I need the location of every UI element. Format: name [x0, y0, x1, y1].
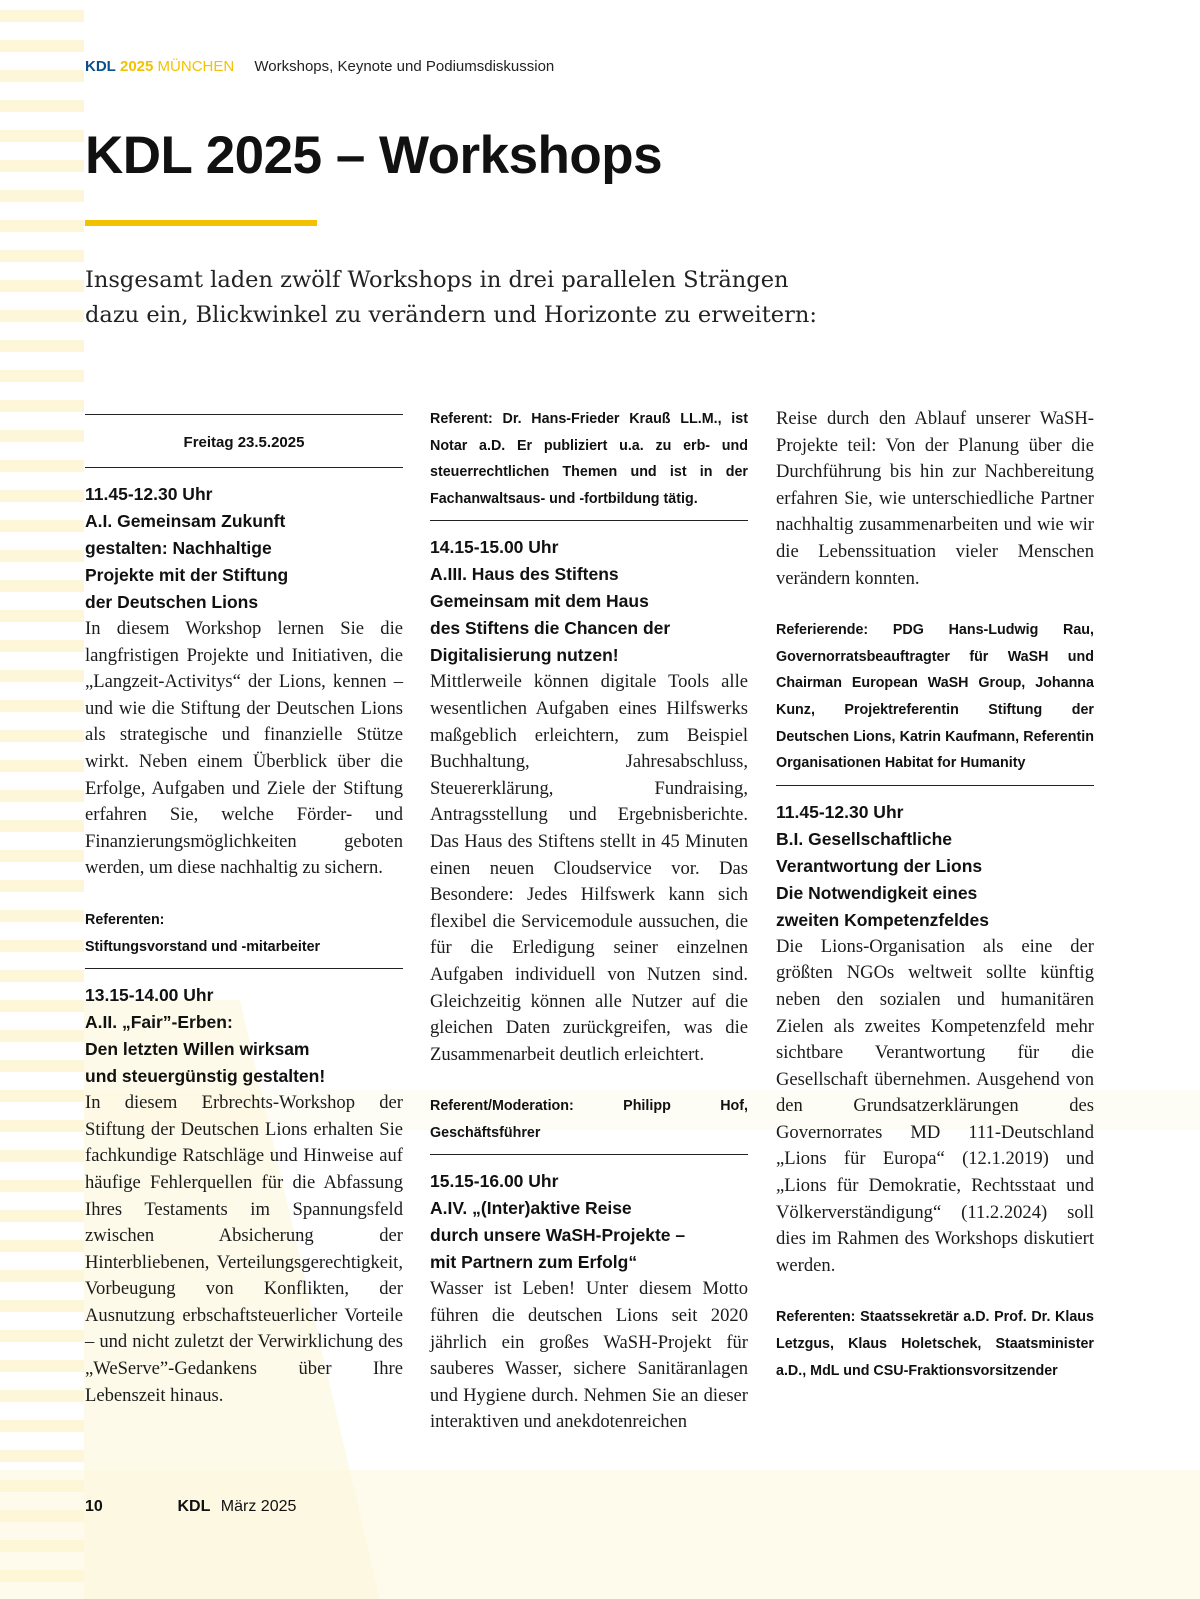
workshop-referents: Referenten: Stiftungsvorstand und -mitarbeiter: [85, 911, 321, 955]
workshop-title: A.IV. „(Inter)aktive Reise durch unsere WaSH-Projekte – mit Partnern zum Erfolg“: [430, 1198, 686, 1273]
column-1: [85, 406, 403, 1409]
workshop-description-continued: Reise durch den Ablauf unserer WaSH-Projekte teil: Von der Planung über die Durchführung bis hin zur Nachbereitung erfahren Sie, wie unterschiedliche Partner nachhaltig zusammenarbeiten und wie wir die Lebenssituation vieler Menschen verändern konnten.: [776, 408, 1094, 589]
workshop-a2: [85, 969, 403, 1409]
title-underline: [85, 220, 317, 226]
workshop-a4: [430, 1155, 748, 1436]
column-2: [430, 406, 748, 1436]
running-head: [85, 58, 554, 75]
footer-issue: März 2025: [220, 1498, 297, 1515]
workshop-a1: [85, 468, 403, 968]
divider: [85, 414, 403, 415]
page-number: 10: [85, 1498, 103, 1515]
workshop-time: 14.15-15.00 Uhr: [430, 537, 559, 558]
workshop-time: 11.45-12.30 Uhr: [85, 484, 213, 504]
workshop-time: 11.45-12.30 Uhr: [776, 801, 904, 822]
running-head-city: MÜNCHEN: [157, 58, 235, 75]
page-title: KDL 2025 – Workshops: [85, 126, 663, 185]
page-footer: [85, 1498, 296, 1516]
workshop-description: In diesem Erbrechts-Workshop der Stiftung der Deutschen Lions erhalten Sie fachkundige Ratschläge und Hinweise auf häufige Fehlerquellen für die Abfassung Ihres Testaments im Spannungsfeld zwischen Absicherung der Hinterbliebenen, Verteilungsgerechtigkeit, Vorbeugung von Konflikten, der Ausnutzung erbschaftsteuerlicher Vorteile – und nicht zuletzt der Verwirklichung des „WeServe”-Gedankens über Ihre Lebenszeit hinaus.: [85, 1092, 403, 1406]
workshop-referents: Referierende: PDG Hans-Ludwig Rau, Governorratsbeauftragter für WaSH und Chairman European WaSH Group, Johanna Kunz, Projektreferentin Stiftung der Deutschen Lions, Katrin Kaufmann, Referentin Organisationen Habitat for Humanity: [776, 622, 1094, 772]
workshop-title: A.II. „Fair”-Erben: Den letzten Willen wirksam und steuergünstig gestalten!: [85, 1012, 326, 1087]
running-head-section: Workshops, Keynote und Podiumsdiskussion: [254, 58, 555, 75]
intro-paragraph: Insgesamt laden zwölf Workshops in drei parallelen Strängen dazu ein, Blickwinkel zu verändern und Horizonte zu erweitern:: [85, 267, 817, 328]
workshop-time: 15.15-16.00 Uhr: [430, 1171, 559, 1192]
workshop-title: A.I. Gemeinsam Zukunft gestalten: Nachhaltige Projekte mit der Stiftung der Deutschen Lions: [85, 511, 289, 612]
workshop-description: In diesem Workshop lernen Sie die langfristigen Projekte und Initiativen, die „Langzeit-Activitys“ der Lions, kennen – und wie die Stiftung der Deutschen Lions als strategische und finanzielle Stütze wirkt. Neben einem Überblick über die Erfolge, Aufgaben und Ziele der Stiftung erfahren Sie, welche Förder- und Finanzierungsmöglichkeiten geboten werden, um diese nachhaltig zu sichern.: [85, 618, 403, 879]
workshop-title: A.III. Haus des Stiftens Gemeinsam mit dem Haus des Stiftens die Chancen der Digitalisierung nutzen!: [430, 564, 671, 666]
workshop-referents: Referent/Moderation: Philipp Hof, Geschäftsführer: [430, 1098, 748, 1141]
workshop-a3: [430, 521, 748, 1154]
workshop-description: Die Lions-Organisation als eine der größten NGOs weltweit sollte künftig neben den sozialen und humanitären Zielen als zweites Kompetenzfeld mehr sichtbare Verantwortung für die Gesellschaft übernehmen. Ausgehend von den Grundsatzerklärungen des Governorrates MD 111-Deutschland „Lions für Europa“ (12.1.2019) und „Lions für Demokratie, Rechtsstaat und Völkerverständigung“ (11.2.2024) soll dies im Rahmen des Workshops diskutiert werden.: [776, 935, 1094, 1276]
running-head-year: 2025: [120, 58, 154, 75]
day-label: Freitag 23.5.2025: [183, 434, 305, 451]
workshop-referents: Referent: Dr. Hans-Frieder Krauß LL.M., ist Notar a.D. Er publiziert u.a. zu erb- und steuerrechtlichen Themen und ist in der Fachanwaltsaus- und -fortbildung tätig.: [430, 411, 748, 507]
workshop-b1: [776, 786, 1094, 1385]
column-3: [776, 406, 1094, 1384]
workshop-description: Wasser ist Leben! Unter diesem Motto führen die deutschen Lions seit 2020 jährlich ein großes WaSH-Projekt für sauberes Wasser, sichere Sanitäranlagen und Hygiene durch. Nehmen Sie an dieser interaktiven und anekdotenreichen: [430, 1278, 748, 1433]
footer-brand: KDL: [177, 1498, 211, 1515]
workshop-title: B.I. Gesellschaftliche Verantwortung der Lions Die Notwendigkeit eines zweiten Kompetenzfeldes: [776, 828, 989, 930]
workshop-referents: Referenten: Staatssekretär a.D. Prof. Dr. Klaus Letzgus, Klaus Holetschek, Staatsminister a.D., MdL und CSU-Fraktionsvorsitzender: [776, 1309, 1094, 1379]
workshop-time: 13.15-14.00 Uhr: [85, 985, 214, 1006]
workshop-description: Mittlerweile können digitale Tools alle wesentlichen Aufgaben eines Hilfswerks maßgeblich erleichtern, zum Beispiel Buchhaltung, Jahresabschluss, Steuererklärung, Fundraising, Antragsstellung und Ergebnisberichte. Das Haus des Stiftens stellt in 45 Minuten einen neuen Cloudservice vor. Das Besondere: Jedes Hilfswerk kann sich flexibel die Servicemodule aussuchen, die für die Erledigung seiner einzelnen Aufgaben individuell von Nutzen sind. Gleichzeitig können alle Nutzer auf die gleichen Daten zurückgreifen, was die Zusammenarbeit deutlich erleichtert.: [430, 671, 748, 1065]
running-head-brand: KDL: [85, 58, 116, 75]
